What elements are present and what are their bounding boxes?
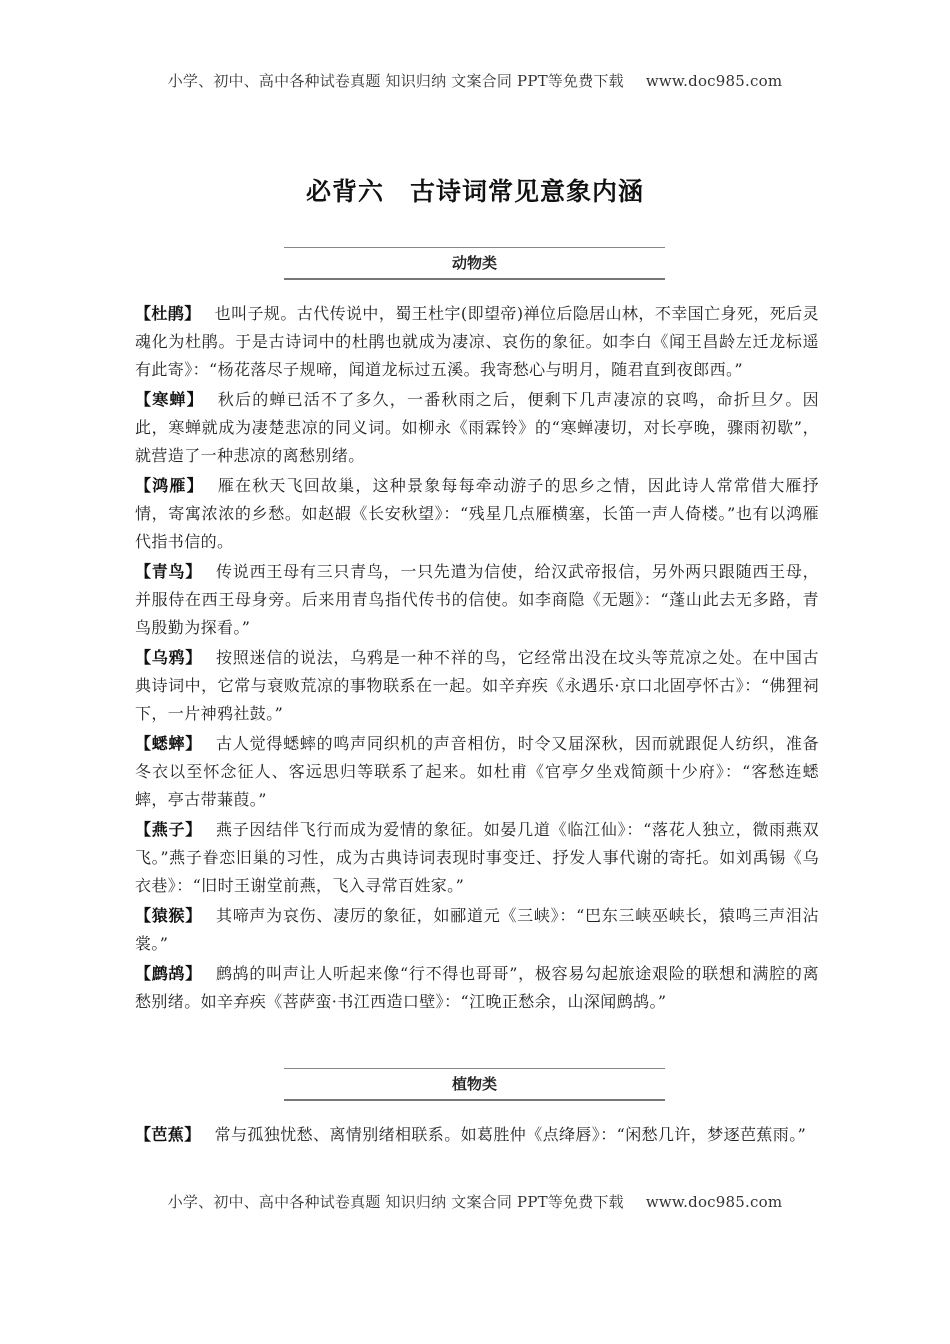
entry-term: 【芭蕉】 [135,1125,201,1144]
header-site-link[interactable]: www.doc985.com [645,72,783,90]
entry-text: 燕子因结伴飞行而成为爱情的象征。如晏几道《临江仙》：“落花人独立，微雨燕双飞。”燕子眷恋旧巢的习性，成为古典诗词表现时事变迁、抒发人事代谢的寄托。如刘禹锡《乌衣巷》：“旧时王谢堂前燕，飞入寻常百姓家。” [135,820,819,895]
entry-text: 雁在秋天飞回故巢，这种景象每每牵动游子的思乡之情，因此诗人常常借大雁抒情，寄寓浓浓的乡愁。如赵嘏《长安秋望》：“残星几点雁横塞，长笛一声人倚楼。”也有以鸿雁代指书信的。 [135,476,819,551]
entry-yuanhou [135,902,819,958]
entry-term: 【蟋蟀】 [135,734,203,753]
entry-term: 【乌鸦】 [135,648,203,667]
entry-text: 鹧鸪的叫声让人听起来像“行不得也哥哥”，极容易勾起旅途艰险的联想和满腔的离愁别绪。如辛弃疾《菩萨蛮·书江西造口壁》：“江晚正愁余，山深闻鹧鸪。” [135,964,819,1011]
section-label-plants: 植物类 [451,1075,497,1093]
entry-bajiao [135,1121,819,1149]
entry-term: 【鹧鸪】 [135,964,202,983]
entry-term: 【寒蝉】 [135,390,204,409]
entry-dujuan [135,300,819,384]
section-label-animals: 动物类 [451,254,497,272]
section-header-animals [284,247,665,280]
footer-text: 小学、初中、高中各种试卷真题 知识归纳 文案合同 PPT等免费下载 [167,1193,624,1211]
entry-zhegu [135,960,819,1016]
entry-text: 按照迷信的说法，乌鸦是一种不祥的鸟，它经常出没在坟头等荒凉之处。在中国古典诗词中，它常与衰败荒凉的事物联系在一起。如辛弃疾《永遇乐·京口北固亭怀古》：“佛狸祠下，一片神鸦社鼓。” [135,648,819,723]
entry-text: 传说西王母有三只青鸟，一只先遣为信使，给汉武帝报信，另外两只跟随西王母，并服侍在西王母身旁。后来用青鸟指代传书的信使。如李商隐《无题》：“蓬山此去无多路，青鸟殷勤为探看。” [135,562,819,637]
entry-qingniao [135,558,819,642]
entry-yanzi [135,816,819,900]
entry-term: 【青鸟】 [135,562,203,581]
entry-text: 其啼声为哀伤、凄厉的象征，如郦道元《三峡》：“巴东三峡巫峡长，猿鸣三声泪沾裳。” [135,906,819,953]
entry-term: 【燕子】 [135,820,202,839]
animal-entry-list [135,300,819,1018]
title-part-2: 古诗词常见意象内涵 [410,177,645,206]
entry-hanchan [135,386,819,470]
entry-term: 【杜鹃】 [135,304,201,323]
entry-text: 常与孤独忧愁、离情别绪相联系。如葛胜仲《点绛唇》：“闲愁几许，梦逐芭蕉雨。” [214,1125,807,1144]
entry-text: 秋后的蝉已活不了多久，一番秋雨之后，便剩下几声凄凉的哀鸣，命折旦夕。因此，寒蝉就成为凄楚悲凉的同义词。如柳永《雨霖铃》的“寒蝉凄切，对长亭晚，骤雨初歇”，就营造了一种悲凉的离愁别绪。 [135,390,819,465]
page-footer [0,1191,950,1212]
entry-wuya [135,644,819,728]
header-text: 小学、初中、高中各种试卷真题 知识归纳 文案合同 PPT等免费下载 [167,72,624,90]
entry-hongyan [135,472,819,556]
page-header [0,70,950,91]
entry-term: 【猿猴】 [135,906,202,925]
plant-entry-list [135,1121,819,1151]
page-title [0,172,950,208]
entry-text: 也叫子规。古代传说中，蜀王杜宇(即望帝)禅位后隐居山林，不幸国亡身死，死后灵魂化为杜鹃。于是古诗词中的杜鹃也就成为凄凉、哀伤的象征。如李白《闻王昌龄左迁龙标遥有此寄》：“杨花落尽子规啼，闻道龙标过五溪。我寄愁心与明月，随君直到夜郎西。” [135,304,819,379]
entry-xishuai [135,730,819,814]
entry-term: 【鸿雁】 [135,476,204,495]
divider-bottom [284,278,665,280]
footer-site-link[interactable]: www.doc985.com [645,1193,783,1211]
entry-text: 古人觉得蟋蟀的鸣声同织机的声音相仿，时令又届深秋，因而就跟促人纺织，准备冬衣以至怀念征人、客远思归等联系了起来。如杜甫《官亭夕坐戏简颜十少府》：“客愁连蟋蟀，亭古带蒹葭。” [135,734,819,809]
divider-bottom [284,1099,665,1101]
title-part-1: 必背六 [305,177,384,206]
section-header-plants [284,1068,665,1101]
